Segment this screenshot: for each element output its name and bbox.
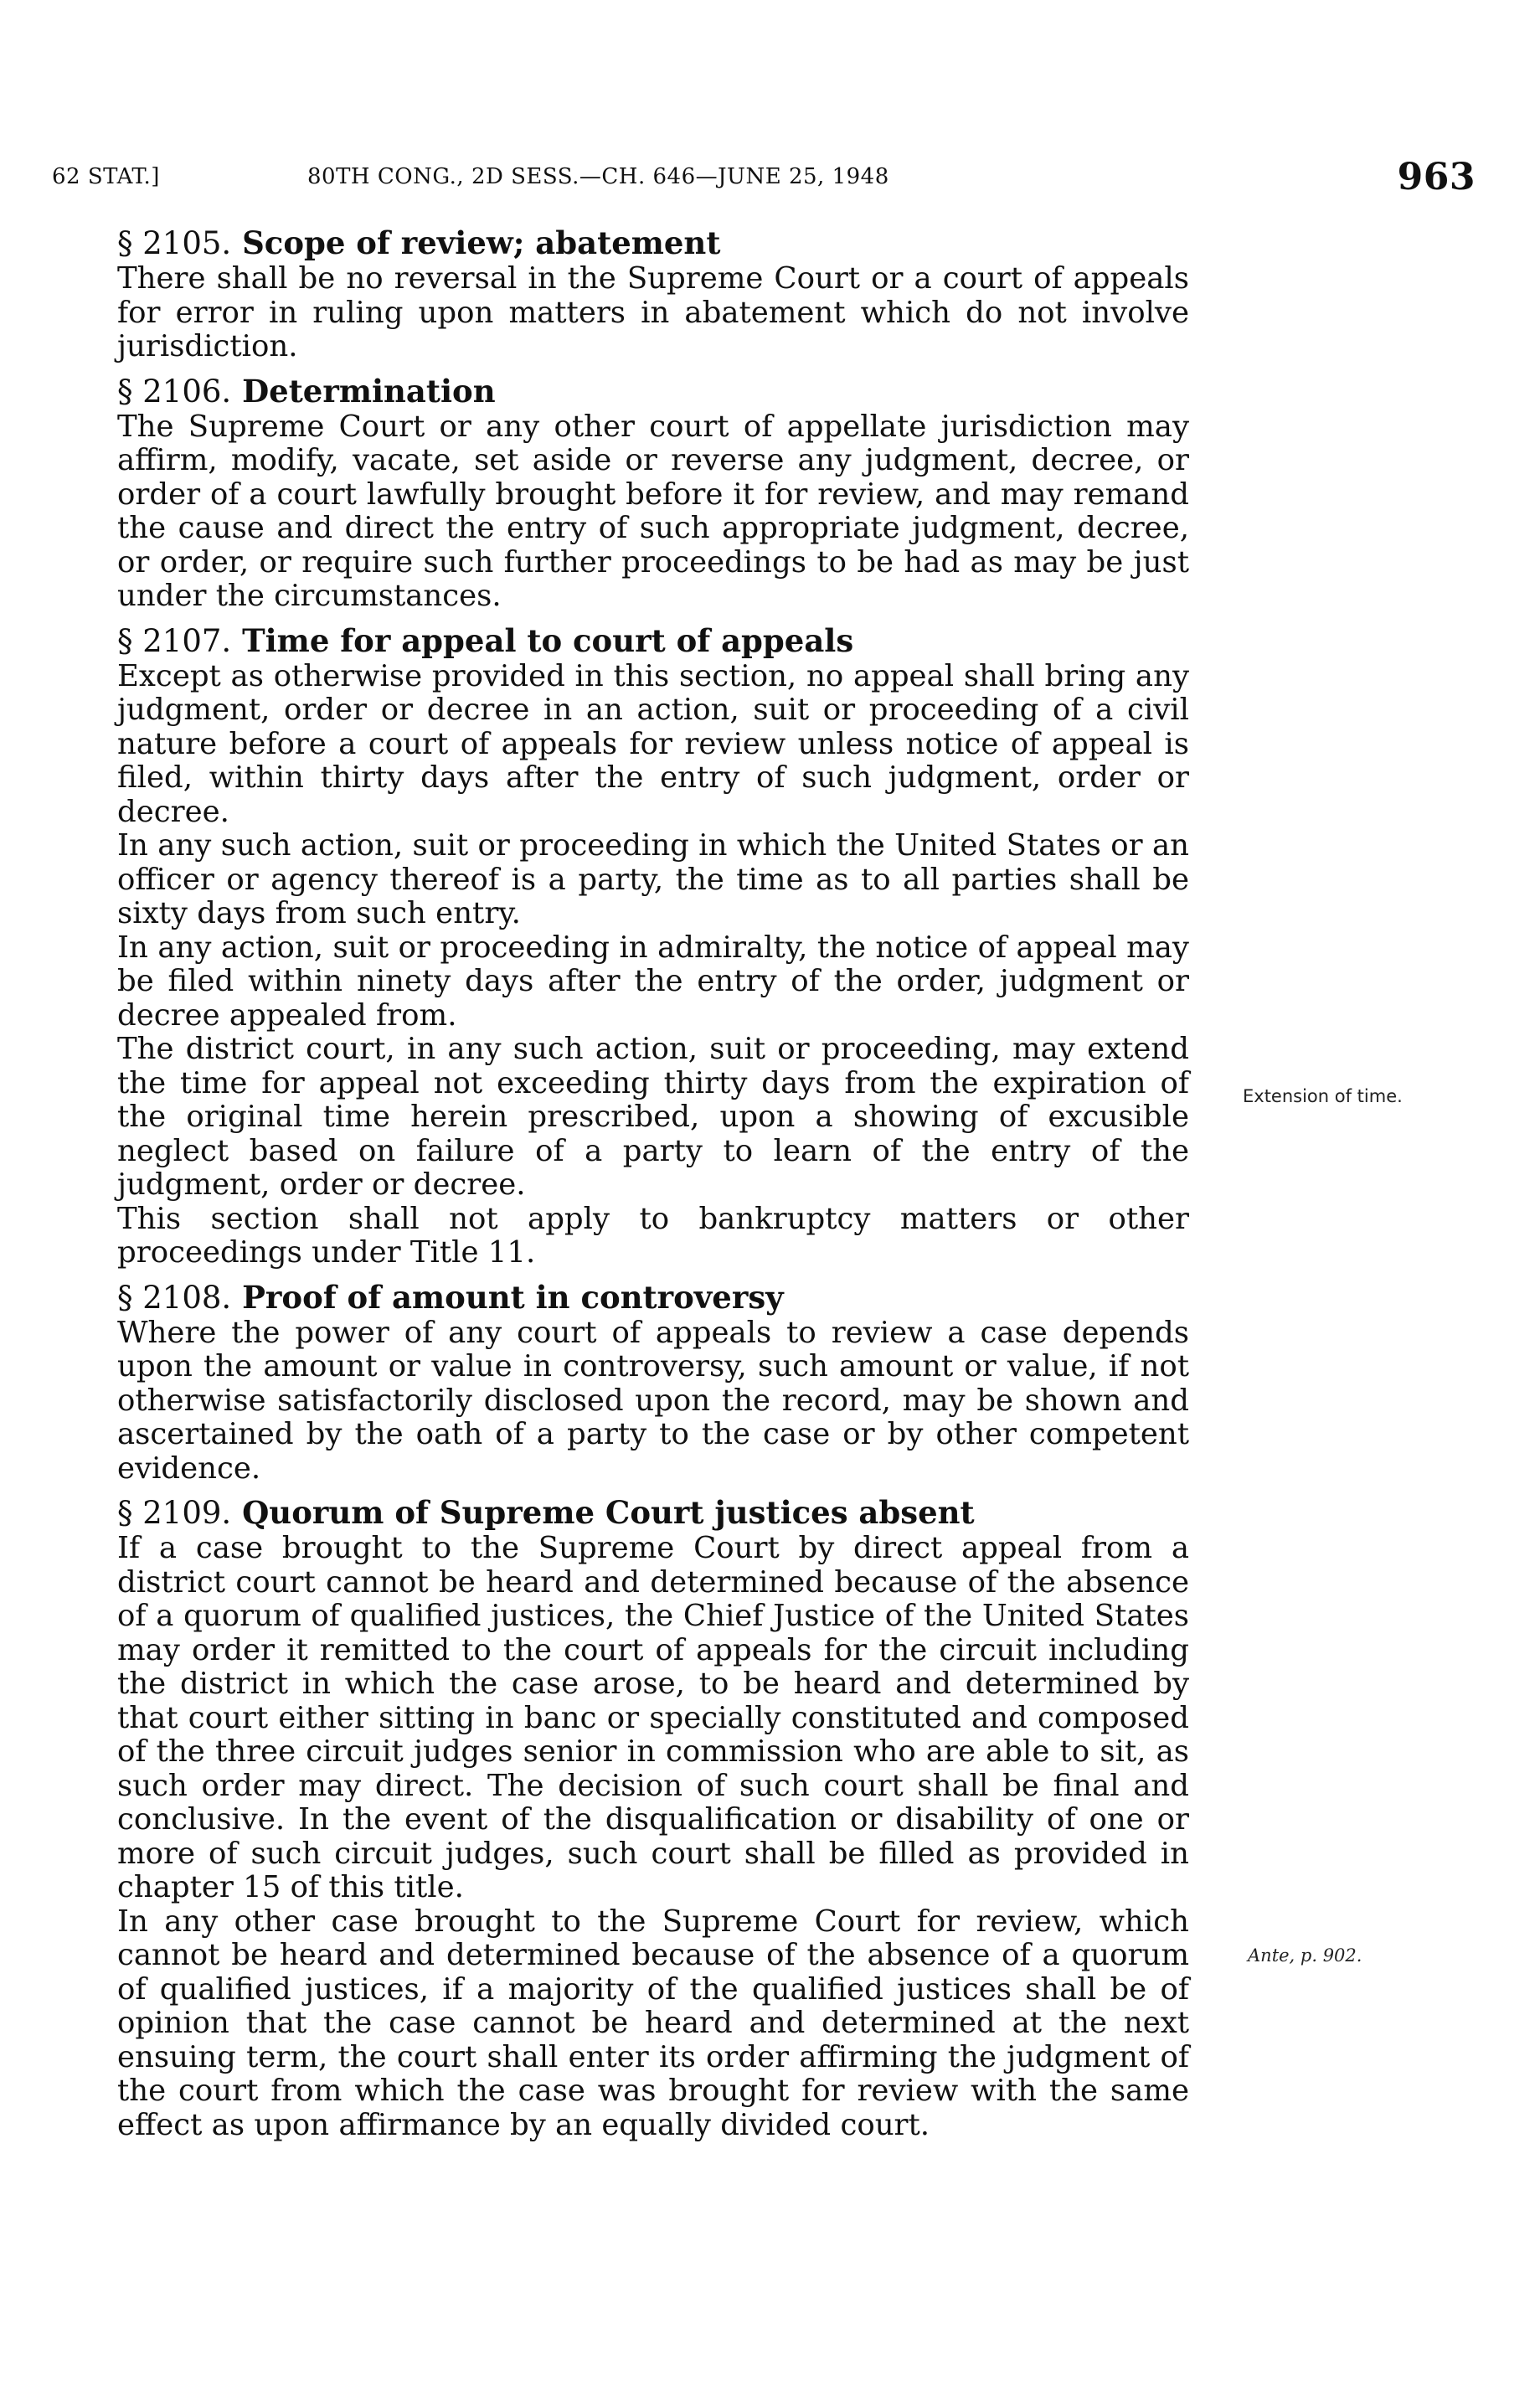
section-heading bbox=[117, 1279, 1189, 1317]
paragraph: The Supreme Court or any other court of appellate jurisdiction may affirm, modify, vacate, set aside or reverse any judgment, decree, or order of a court lawfully brought before it for review, and may remand the cause and direct the entry of such appropriate judgment, decree, or order, or require such further proceedings to be had as may be just under the circumstances. bbox=[117, 409, 1189, 613]
paragraph: The district court, in any such action, suit or proceeding, may extend the time for appeal not exceeding thirty days from the expiration of the original time herein prescribed, upon a showing of excusible neglect based on failure of a party to learn of the entry of the judgment, order or decree. bbox=[117, 1032, 1189, 1202]
section-number: § 2106. bbox=[117, 373, 232, 410]
paragraph: Where the power of any court of appeals to review a case depends upon the amount or value in controversy, such amount or value, if not otherwise satisfactorily disclosed upon the record, may be shown and ascertained by the oath of a party to the case or by other competent evidence. bbox=[117, 1315, 1189, 1486]
session-chapter-date: 80TH CONG., 2D SESS.—CH. 646—JUNE 25, 1948 bbox=[307, 164, 889, 189]
section-title: Determination bbox=[242, 372, 496, 410]
section-heading bbox=[117, 373, 1189, 410]
section-2109 bbox=[117, 1494, 1189, 2142]
paragraph: There shall be no reversal in the Supreme Court or a court of appeals for error in ruling upon matters in abatement which do not involve jurisdiction. bbox=[117, 261, 1189, 363]
running-head bbox=[52, 156, 1476, 199]
paragraph: If a case brought to the Supreme Court by direct appeal from a district court cannot be heard and determined because of the absence of a quorum of qualified justices, the Chief Justice of the United States may order it remitted to the court of appeals for the circuit including the district in which the case arose, to be heard and determined by that court either sitting in banc or specially constituted and composed of the three circuit judges senior in commission who are able to sit, as such order may direct. The decision of such court shall be final and conclusive. In the event of the disqualification or disability of one or more of such circuit judges, such court shall be filled as provided in chapter 15 of this title. bbox=[117, 1531, 1189, 1904]
paragraph: In any action, suit or proceeding in admiralty, the notice of appeal may be filed within ninety days after the entry of the order, judgment or decree appealed from. bbox=[117, 930, 1189, 1033]
margin-note-ante-reference: Ante, p. 902. bbox=[1248, 1945, 1362, 1966]
paragraph: In any such action, suit or proceeding in which the United States or an officer or agency thereof is a party, the time as to all parties shall be sixty days from such entry. bbox=[117, 828, 1189, 930]
paragraph: Except as otherwise provided in this section, no appeal shall bring any judgment, order or decree in an action, suit or proceeding of a civil nature before a court of appeals for review unless notice of appeal is filed, within thirty days after the entry of such judgment, order or decree. bbox=[117, 658, 1189, 829]
section-title: Quorum of Supreme Court justices absent bbox=[242, 1494, 975, 1531]
section-title: Scope of review; abatement bbox=[242, 224, 721, 261]
section-2106 bbox=[117, 373, 1189, 614]
section-number: § 2105. bbox=[117, 225, 232, 261]
margin-note-extension-of-time: Extension of time. bbox=[1243, 1086, 1403, 1106]
page-number: 963 bbox=[1397, 156, 1476, 198]
section-heading bbox=[117, 622, 1189, 660]
section-number: § 2108. bbox=[117, 1279, 232, 1316]
section-2107 bbox=[117, 622, 1189, 1270]
section-title: Proof of amount in controversy bbox=[242, 1278, 784, 1316]
paragraph: This section shall not apply to bankruptcy matters or other proceedings under Title 11. bbox=[117, 1201, 1189, 1270]
section-heading bbox=[117, 1494, 1189, 1532]
section-title: Time for appeal to court of appeals bbox=[242, 621, 854, 659]
paragraph: In any other case brought to the Supreme Court for review, which cannot be heard and determined because of the absence of a quorum of qualified justices, if a majority of the qualified justices shall be of opinion that the case cannot be heard and determined at the next ensuing term, the court shall enter its order affirming the judgment of the court from which the case was brought for review with the same effect as upon affirmance by an equally divided court. bbox=[117, 1904, 1189, 2142]
section-2108 bbox=[117, 1279, 1189, 1487]
body-text bbox=[117, 224, 1189, 2142]
section-number: § 2107. bbox=[117, 622, 232, 659]
statute-volume: 62 STAT.] bbox=[52, 164, 160, 189]
section-number: § 2109. bbox=[117, 1495, 232, 1531]
section-2105 bbox=[117, 224, 1189, 364]
section-heading bbox=[117, 224, 1189, 262]
